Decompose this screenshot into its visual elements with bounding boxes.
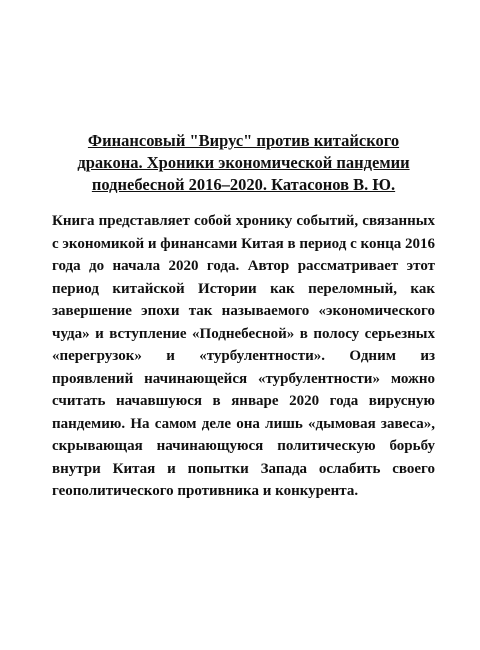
document-title: [52, 130, 435, 196]
document-content: [52, 130, 435, 503]
title-line-2: дракона. Хроники экономической пандемии: [77, 153, 410, 172]
title-line-1: Финансовый "Вирус" против китайского: [87, 131, 400, 150]
document-body-paragraph: Книга представляет собой хронику событий, связанных с экономикой и финансами Китая в период с конца 2016 года до начала 2020 года. Автор рассматривает этот период китайской Истории как переломный, как завершение эпохи так называемого «экономического чуда» и вступление «Поднебесной» в полосу серьезных «перегрузок» и «турбулентности». Одним из проявлений начинающейся «турбулентности» можно считать начавшуюся в январе 2020 года вирусную пандемию. На самом деле она лишь «дымовая завеса», скрывающая начинающуюся политическую борьбу внутри Китая и попытки Запада ослабить своего геополитического противника и конкурента.: [52, 213, 435, 499]
title-line-3: поднебесной 2016–2020. Катасонов В. Ю.: [91, 175, 396, 194]
